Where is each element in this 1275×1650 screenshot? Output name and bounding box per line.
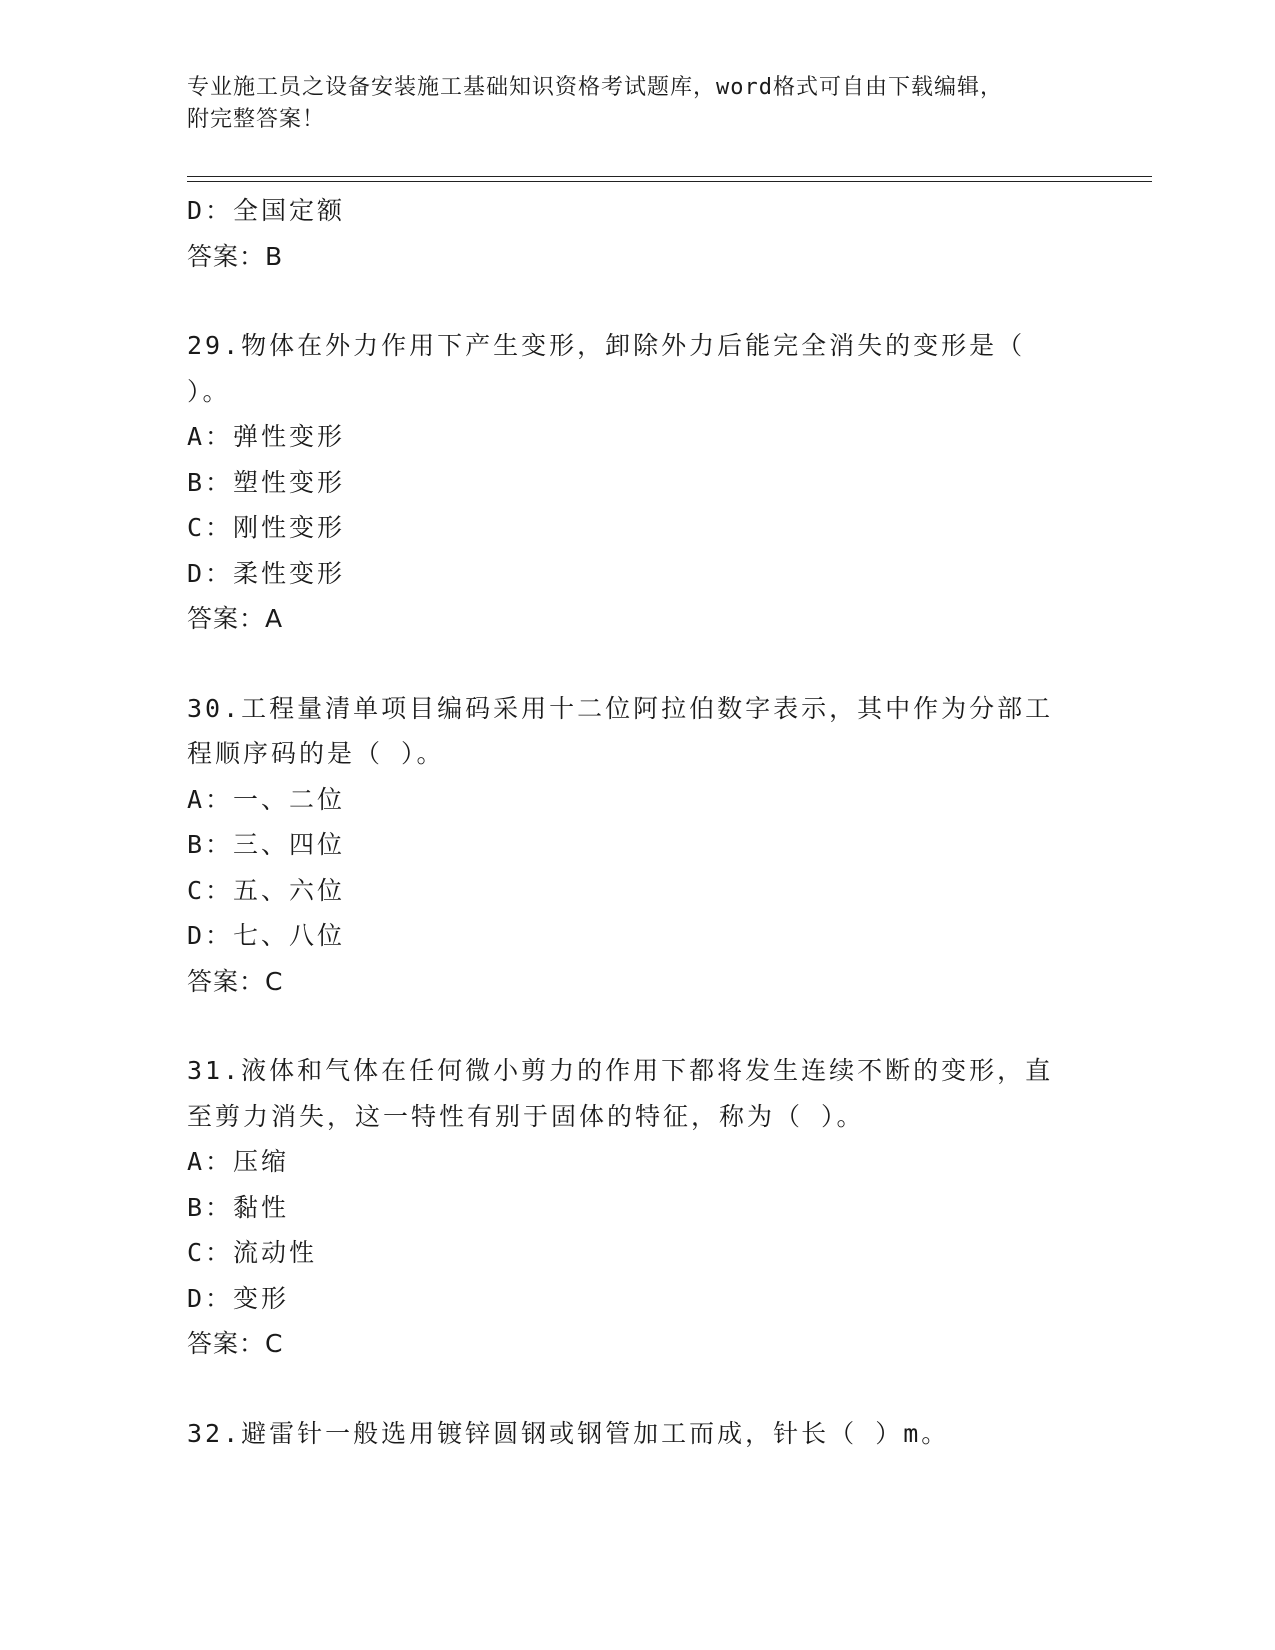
carryover-block xyxy=(187,188,1087,279)
option-b: B：塑性变形 xyxy=(187,467,346,497)
option-a: A：弹性变形 xyxy=(187,422,346,451)
question-31 xyxy=(187,1048,1087,1367)
question-text-line-2: 程顺序码的是（ ）。 xyxy=(187,739,445,768)
option-a: A：一、二位 xyxy=(187,784,346,814)
option-d: D：变形 xyxy=(187,1283,290,1313)
header-divider-top xyxy=(187,176,1152,177)
answer-line: 答案：B xyxy=(187,241,284,271)
option-d: D：七、八位 xyxy=(187,921,346,950)
question-32 xyxy=(187,1411,1087,1457)
option-c: C：刚性变形 xyxy=(187,513,346,542)
answer-line: 答案：C xyxy=(187,1329,284,1358)
question-30 xyxy=(187,686,1087,1005)
question-text-line-1: 30.工程量清单项目编码采用十二位阿拉伯数字表示，其中作为分部工 xyxy=(187,693,1054,723)
header-line-1: 专业施工员之设备安装施工基础知识资格考试题库，word格式可自由下载编辑， xyxy=(187,75,1003,100)
question-text-line-1: 31.液体和气体在任何微小剪力的作用下都将发生连续不断的变形，直 xyxy=(187,1056,1054,1085)
answer-line: 答案：A xyxy=(187,604,284,633)
option-c: C：流动性 xyxy=(187,1238,318,1267)
question-text-line-1: 32.避雷针一般选用镀锌圆钢或钢管加工而成，针长（ ）m。 xyxy=(187,1418,950,1448)
question-text-line-1: 29.物体在外力作用下产生变形，卸除外力后能完全消失的变形是（ xyxy=(187,331,1026,360)
option-b: B：黏性 xyxy=(187,1192,290,1222)
option-a: A：压缩 xyxy=(187,1147,290,1176)
question-text-line-2: 至剪力消失，这一特性有别于固体的特征，称为（ ）。 xyxy=(187,1101,865,1131)
option-d: D：全国定额 xyxy=(187,196,346,225)
header-line-2: 附完整答案！ xyxy=(187,107,326,132)
answer-line: 答案：C xyxy=(187,966,284,996)
document-header xyxy=(187,72,1067,136)
header-divider-bottom xyxy=(187,181,1152,182)
question-text-line-2: ）。 xyxy=(187,376,231,406)
question-29 xyxy=(187,323,1087,642)
option-b: B：三、四位 xyxy=(187,830,346,859)
question-list xyxy=(187,188,1087,1456)
option-d: D：柔性变形 xyxy=(187,558,346,588)
option-c: C：五、六位 xyxy=(187,875,346,905)
